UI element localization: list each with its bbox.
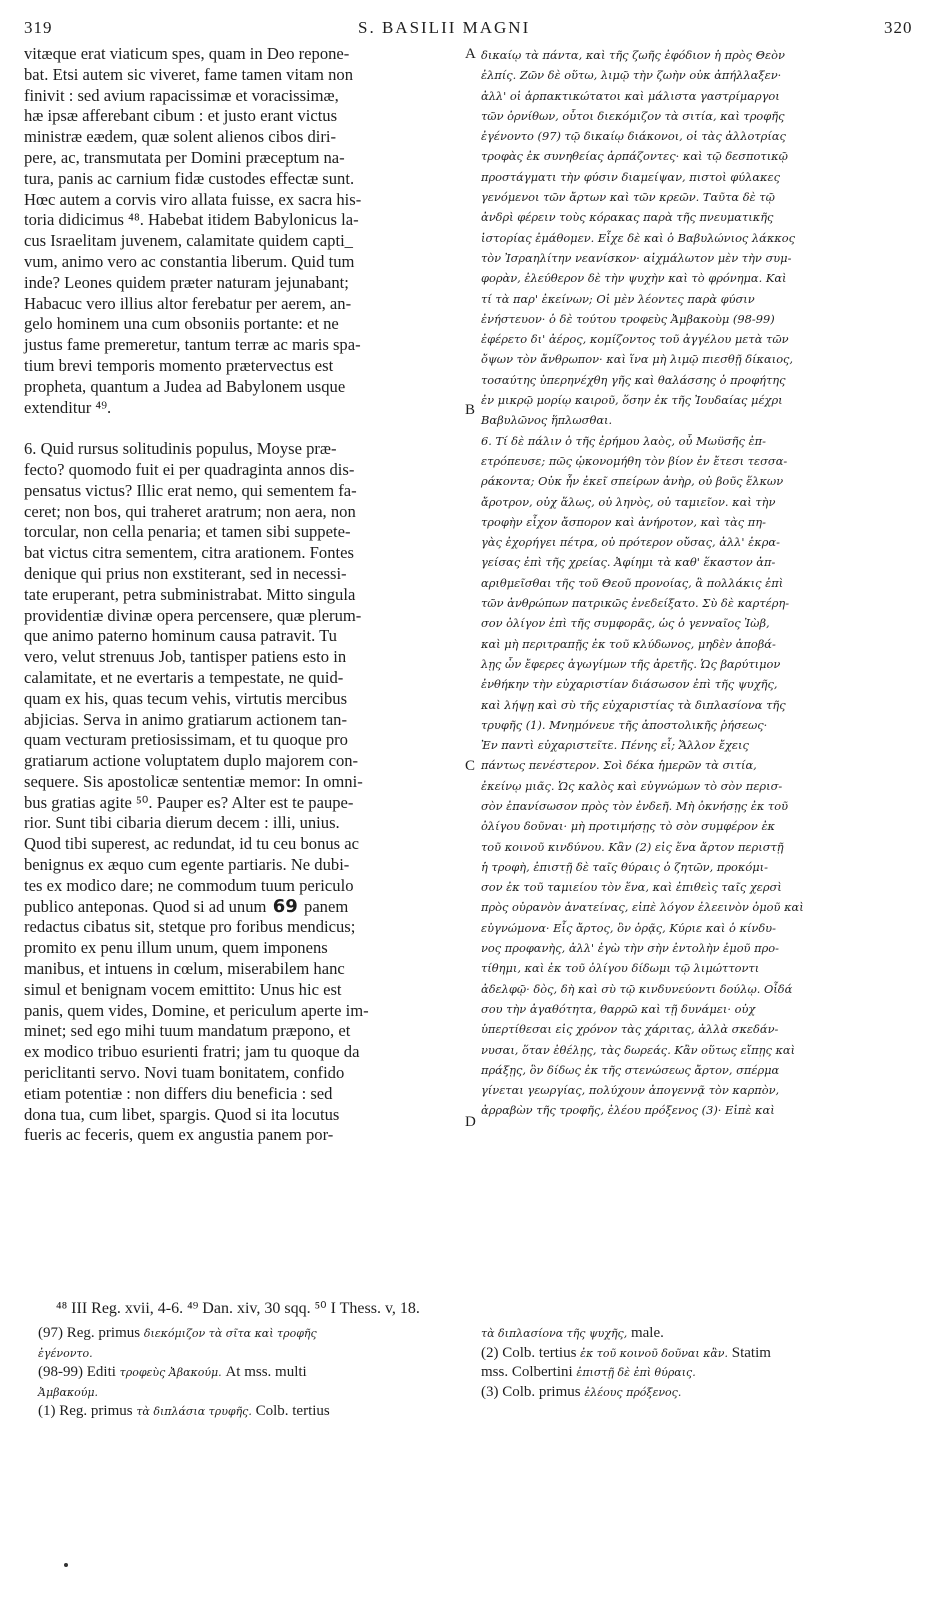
greek-line: δικαίῳ τὰ πάντα, καὶ τῆς ζωῆς ἐφόδιον ἡ πρὸς Θεὸν: [481, 48, 785, 62]
latin-line: minet; sed ego mihi tuum mandatum præpono, et: [24, 1021, 351, 1041]
latin-line: abjicias. Serva in animo gratiarum actionem tan-: [24, 709, 348, 729]
margin-letter-c: C: [465, 758, 476, 774]
latin-line: gelo hominem una cum obsoniis portante: et ne: [24, 314, 339, 334]
greek-line: νος προφανὴς, ἀλλ' ἐγὼ τὴν σὴν ἐντολὴν ἐμοῦ προ-: [481, 941, 779, 956]
latin-line: [24, 418, 464, 439]
latin-line: etiam potentiæ : non differs diu beneficia : sed: [24, 1083, 333, 1103]
greek-line: τί τὰ παρ' ἐκείνων; Οἱ μὲν λέοντες παρὰ φύσιν: [481, 291, 755, 306]
variant-note-lat: (97) Reg. primus: [38, 1325, 144, 1341]
variant-note: [481, 1324, 771, 1344]
variant-note: [481, 1363, 771, 1383]
greek-line: γὰς ἐχορήγει πέτρα, οὐ πρότερον οὔσας, ἀλλ' ἐκρα-: [481, 535, 780, 550]
variant-note-lat: (3) Colb. primus: [481, 1383, 585, 1400]
greek-line: ἱστορίας ἐμάθομεν. Εἶχε δὲ καὶ ὁ Βαβυλώνιος λάκκος: [481, 230, 796, 245]
greek-line: ὀλίγου δοῦναι· μὴ προτιμήσῃς τὸ σὸν συμφέρον ἐκ: [481, 819, 776, 834]
variant-note-lat: mss. Colbertini: [481, 1364, 577, 1380]
latin-line: fecto? quomodo fuit ei per quadraginta annos dis-: [24, 459, 355, 479]
greek-line: προστάγματι τὴν φύσιν διαμείψαν, πιστοὶ φύλακες: [481, 169, 780, 184]
latin-line: bus gratias agite ⁵⁰. Pauper es? Alter est te paupe-: [24, 792, 354, 812]
latin-line: tes ex modico dare; ne commodum tuum periculo: [24, 875, 354, 895]
latin-line: redactus cibatus sit, stetque pro foribus mendicus;: [24, 917, 356, 937]
latin-line: que animo paterno hominum causa patravit. Tu: [24, 626, 337, 646]
latin-column: [24, 44, 464, 1146]
greek-line: λῃς ὧν ἔφερες ἀγωγίμων τῆς ἀρετῆς. Ὡς βαρύτιμον: [481, 656, 781, 671]
latin-line: ministræ eædem, quæ solent alienos cibos diri-: [24, 127, 337, 147]
variant-note: [481, 1383, 771, 1403]
greek-line: ὑπερτίθεσαι εἰς χρόνον τὰς χάριτας, ἀλλὰ σκεδάν-: [481, 1022, 779, 1037]
variant-notes-left: [38, 1324, 330, 1422]
latin-line: manibus, et intuens in cœlum, miserabilem hanc: [24, 959, 345, 979]
latin-line: hæ ipsæ afferebant cibum : et justo erant victus: [24, 106, 338, 126]
greek-line: σὸν ἐπανίσωσον πρὸς τὸν ἐνδεῆ. Μὴ ὀκνήσῃς ἐκ τοῦ: [481, 798, 788, 813]
greek-line: ράκοντα; Οὐκ ἦν ἐκεῖ σπείρων ἀνὴρ, οὐ βοῦς ἕλκων: [481, 474, 784, 489]
latin-line: vum, animo vero ac constantia liberum. Quid tum: [24, 251, 355, 271]
variant-note-gk: ἐπιστῇ δὲ ἐπὶ θύραις.: [576, 1366, 696, 1379]
latin-line: pere, ac, transmutata per Domini præceptum na-: [24, 147, 345, 167]
greek-line: φορὰν, ἐλεύθερον δὲ τὴν ψυχὴν καὶ τὸ φρόνημα. Καὶ: [481, 271, 787, 286]
latin-line: tate eruperant, petra subministrabat. Mitto singula: [24, 584, 356, 604]
greek-line: αριθμεῖσθαι τῆς τοῦ Θεοῦ προνοίας, ἃ πολλάκις ἐπὶ: [481, 575, 784, 590]
greek-line: ἐγένοντο (97) τῷ δικαίῳ διάκονοι, οἱ τὰς ἀλλοτρίας: [481, 129, 786, 144]
latin-line: sequere. Sis apostolicæ sententiæ memor: In omni-: [24, 771, 363, 791]
greek-line: ἄροτρον, οὐχ ἅλως, οὐ ληνὸς, οὐ ταμιεῖον. καὶ τὴν: [481, 494, 776, 509]
latin-line: bat. Etsi autem sic viveret, fame tamen vitam non: [24, 64, 354, 84]
latin-line: calamitate, et ne evertaris a tempestate, ne quid-: [24, 667, 344, 687]
greek-line: τοῦ κοινοῦ κινδύνου. Κἂν (2) εἰς ἕνα ἄρτον περιστῇ: [481, 839, 784, 854]
greek-column: [481, 45, 921, 1121]
greek-line: τροφὰς ἐκ συνηθείας ἁρπάζοντες· καὶ τῷ δεσποτικῷ: [481, 149, 788, 164]
latin-line: promito ex penu illum unum, quem imponens: [24, 938, 328, 958]
latin-line: benignus ex æquo cum egente partiaris. Ne dubi-: [24, 855, 350, 875]
greek-line: νυσαι, ὅταν ἐθέλῃς, τὰς δωρεάς. Κἂν οὕτως εἴπῃς καὶ: [481, 1042, 796, 1057]
greek-line: ετρόπευσε; πῶς ᾠκονομήθη τὸν βίον ἐν ἔτεσι τεσσα-: [481, 453, 788, 468]
greek-line: γενόμενοι τῶν ἄρτων καὶ τῶν κρεῶν. Ταῦτα δὲ τῷ: [481, 190, 775, 205]
variant-note: [38, 1363, 330, 1383]
latin-line: tura, panis ac carnium fidæ custodes effectæ sunt.: [24, 168, 355, 188]
latin-line: fueris ac feceris, quem ex angustia panem por-: [24, 1125, 334, 1145]
variant-note-lat: (1) Reg. primus: [38, 1403, 137, 1419]
page-number-left: 319: [24, 18, 53, 37]
latin-line: vero, velut strenuus Job, tantisper patiens esto in: [24, 647, 347, 667]
latin-line: providentiæ divinæ opera percensere, quæ plerum-: [24, 605, 362, 625]
variant-note-tail: male.: [627, 1325, 664, 1341]
margin-letter-b: B: [465, 402, 476, 418]
variant-note: [38, 1344, 330, 1364]
variant-note-gk: ἐκ τοῦ κοινοῦ δοῦναι κἂν.: [580, 1346, 728, 1360]
variant-note-gk: διεκόμιζον τὰ σῖτα καὶ τροφῆς: [143, 1327, 317, 1340]
latin-line: inde? Leones quidem præter naturam jejunabant;: [24, 272, 349, 292]
variant-note-gk: τὰ διπλασίονα τῆς ψυχῆς,: [481, 1327, 628, 1340]
greek-line: πάντως πενέστερον. Σοὶ δέκα ἡμερῶν τὰ σιτία,: [481, 758, 757, 773]
greek-line: ἡ τροφὴ, ἐπιστῇ δὲ ταῖς θύραις ὁ ζητῶν, προκόμι-: [481, 859, 768, 874]
variant-note: [481, 1344, 771, 1364]
latin-line: quam vecturam pretiosissimam, et tu quoque pro: [24, 730, 348, 750]
latin-line: Quod tibi superest, ac redundat, id tu ceu bonus ac: [24, 834, 360, 854]
greek-line: ἐκείνῳ μιᾶς. Ὡς καλὸς καὶ εὐγνώμων τὸ σὸν περισ-: [481, 778, 783, 793]
latin-line: simul et benignam vocem emittito: Unus hic est: [24, 979, 342, 999]
variant-note-tail: At mss. multi: [221, 1364, 307, 1380]
latin-line: periclitanti servo. Novi tuam bonitatem, confido: [24, 1063, 345, 1083]
latin-line: tium brevi temporis momento prætervectus est: [24, 355, 334, 375]
margin-letter-a: A: [465, 46, 476, 62]
greek-line: πράξῃς, ὃν δίδως ἐκ τῆς στενώσεως ἄρτον, σπέρμα: [481, 1062, 780, 1077]
latin-line: vitæque erat viaticum spes, quam in Deo repone-: [24, 44, 350, 63]
greek-line: τίθημι, καὶ ἐκ τοῦ ὀλίγου δίδωμι τῷ λιμώττοντι: [481, 961, 760, 976]
latin-line: publico anteponas. Quod si ad unum 69 panem: [24, 895, 349, 917]
variant-note-gk: τὰ διπλάσια τρυφῆς.: [136, 1405, 252, 1418]
variant-note-gk: ἐγένοντο.: [38, 1346, 93, 1360]
margin-letter-d: D: [465, 1114, 476, 1130]
variant-note-tail: Colb. tertius: [251, 1403, 330, 1419]
greek-line: ἀρραβὼν τῆς τροφῆς, ἐλέου πρόξενος (3)· Εἰπὲ καὶ: [481, 1103, 775, 1118]
variant-note-lat: (2) Colb. tertius: [481, 1344, 581, 1361]
greek-line: τρυφῆς (1). Μνημόνευε τῆς ἀποστολικῆς ῥήσεως·: [481, 717, 768, 732]
latin-line: propheta, quantum a Judea ad Babylonem usque: [24, 376, 346, 396]
latin-line: dona tua, cum libet, spargis. Quod si ita locutus: [24, 1104, 340, 1124]
greek-line: ἀδελφῷ· δὸς, δὴ καὶ σὺ τῷ κινδυνεύοντι δούλῳ. Οἶδά: [481, 981, 793, 996]
greek-line: ὄψων τὸν ἄνθρωπον· καὶ ἵνα μὴ λιμῷ πιεσθῇ δίκαιος,: [481, 352, 794, 367]
greek-line: τῶν ὀρνίθων, οὗτοι διεκόμιζον τὰ σιτία, καὶ τροφῆς: [481, 108, 785, 123]
latin-line-tail: panem: [304, 896, 349, 916]
latin-line: rior. Sunt tibi cibaria dierum decem : illi, unius.: [24, 813, 340, 833]
greek-line: ἀνδρὶ φέρειν τοὺς κόρακας παρὰ τῆς πνευματικῆς: [481, 210, 774, 225]
greek-line: ἐλπίς. Ζῶν δὲ οὕτω, λιμῷ τὴν ζωὴν οὐκ ἀπήλλαξεν·: [481, 68, 782, 83]
stray-dot: [64, 1563, 68, 1567]
latin-line: bat victus citra sementem, citra arationem. Fontes: [24, 543, 354, 563]
variant-note-gk: Ἀμβακούμ.: [38, 1385, 99, 1399]
latin-line: quam ex his, quas tecum vehis, virtutis mercibus: [24, 688, 348, 708]
variant-notes-right: [481, 1324, 771, 1402]
variant-note-tail: Statim: [728, 1344, 771, 1361]
running-title: S. BASILII MAGNI: [358, 18, 531, 37]
greek-line: γίνεται γεωργίας, πολύχουν ἀπογεννᾷ τὸν καρπὸν,: [481, 1083, 780, 1098]
latin-line: pensatus victus? Illic erat nemo, qui sementem fa-: [24, 480, 357, 500]
greek-line: ἐφέρετο δι' ἀέρος, κομίζοντος τοῦ ἀγγέλου μετὰ τῶν: [481, 332, 789, 347]
greek-line: σου τὴν ἀγαθότητα, θαρρῶ καὶ τῇ δυνάμει· οὐχ: [481, 1001, 756, 1016]
variant-note: [38, 1383, 330, 1403]
latin-line: toria didicimus ⁴⁸. Habebat itidem Babylonicus la-: [24, 210, 359, 230]
latin-line: extenditur ⁴⁹.: [24, 397, 112, 417]
latin-line: ex modico tribuo esurienti fratri; jam tu quoque da: [24, 1042, 360, 1062]
variant-note-gk: ἐλέους πρόξενος.: [584, 1385, 682, 1399]
greek-line: 6. Τί δὲ πάλιν ὁ τῆς ἐρήμου λαὸς, οὗ Μωϋσῆς ἐπ-: [481, 433, 766, 448]
greek-line: σον ἐκ τοῦ ταμιείου τὸν ἕνα, καὶ ἐπιθεὶς ταῖς χερσὶ: [481, 880, 782, 895]
greek-line: Ἐν παντὶ εὐχαριστεῖτε. Πένης εἶ; Ἄλλον ἔχεις: [481, 738, 749, 753]
greek-line: Βαβυλῶνος ἥπλωσθαι.: [481, 413, 613, 428]
greek-line: τοσαύτης ὑπερηνέχθη γῆς καὶ θαλάσσης ὁ προφήτης: [481, 372, 786, 387]
greek-line: τροφὴν εἶχον ἄσπορον καὶ ἀνήροτον, καὶ τὰς πη-: [481, 514, 766, 529]
variant-note: [38, 1402, 330, 1422]
greek-line: ἀλλ' οἱ ἁρπακτικώτατοι καὶ μάλιστα γαστρίμαργοι: [481, 88, 780, 103]
greek-line: ἐν μικρῷ μορίῳ καιροῦ, ὅσην ἐκ τῆς Ἰουδαίας μέχρι: [481, 393, 783, 408]
latin-line: denique qui prius non exstiterant, sed in necessi-: [24, 563, 347, 583]
latin-line: cus Israelitam juvenem, calamitate quidem capti_: [24, 231, 353, 251]
variant-note: [38, 1324, 330, 1344]
greek-line: ἐνθήκην τὴν εὐχαριστίαν διάσωσον ἐπὶ τῆς ψυχῆς,: [481, 677, 778, 692]
page-number-right: 320: [884, 18, 913, 37]
variant-note-lat: (98-99) Editi: [38, 1364, 120, 1380]
greek-line: ἐνήστευον· ὁ δὲ τούτου τροφεὺς Ἀμβακοὺμ (98-99): [481, 311, 775, 326]
greek-line: εὐγνώμονα· Εἷς ἄρτος, ὃν ὁρᾷς, Κύριε καὶ ὁ κίνδυ-: [481, 920, 776, 935]
greek-line: σον ὀλίγον ἐπὶ τῆς συμφορᾶς, ὡς ὁ γενναῖος Ἰὼβ,: [481, 616, 770, 631]
greek-line: γείσας ἐπὶ τῆς χρείας. Ἀφίημι τὰ καθ' ἕκαστον ἀπ-: [481, 555, 776, 570]
greek-line: τὸν Ἰσραηλίτην νεανίσκον· αἰχμάλωτον μὲν τὴν συμ-: [481, 250, 792, 265]
page-marker-69: 69: [266, 895, 305, 917]
greek-line: καὶ λήψῃ καὶ σὺ τῆς εὐχαριστίας τὰ διπλασίονα τῆς: [481, 697, 786, 712]
latin-line: finivit : sed avium rapacissimæ et voracissimæ,: [24, 85, 339, 105]
latin-line: gratiarum actione voluptatem duplo majorem con-: [24, 751, 359, 771]
latin-line: Habacuc vero illius altor ferebatur per aerem, an-: [24, 293, 352, 313]
greek-line: πρὸς οὐρανὸν ἀνατείνας, εἰπὲ λόγον ἐλεεινὸν ὁμοῦ καὶ: [481, 900, 804, 915]
latin-line: Hœc autem a corvis viro allata fuisse, ex sacra his-: [24, 189, 362, 209]
greek-line: καὶ μὴ περιτραπῇς ἐκ τοῦ κλύδωνος, μηδὲν ἀποβά-: [481, 636, 776, 651]
greek-line: τῶν ἀνθρώπων πατρικῶς ἐνεδείξατο. Σὺ δὲ καρτέρη-: [481, 596, 790, 611]
latin-line: justus fame premeretur, tantum terræ ac maris spa-: [24, 335, 361, 355]
latin-line: panis, quem vides, Domine, et periculum aperte im-: [24, 1000, 369, 1020]
variant-note-gk: τροφεὺς Ἀβακούμ.: [119, 1366, 222, 1379]
scripture-footnotes: ⁴⁸ III Reg. xvii, 4-6. ⁴⁹ Dan. xiv, 30 sqq. ⁵⁰ I Thess. v, 18.: [56, 1300, 420, 1317]
latin-line: 6. Quid rursus solitudinis populus, Moyse præ-: [24, 439, 337, 459]
latin-line: ceret; non bos, qui traheret aratrum; non aera, non: [24, 501, 356, 521]
latin-line: torcular, non cella penaria; et tamen sibi suppete-: [24, 522, 351, 542]
